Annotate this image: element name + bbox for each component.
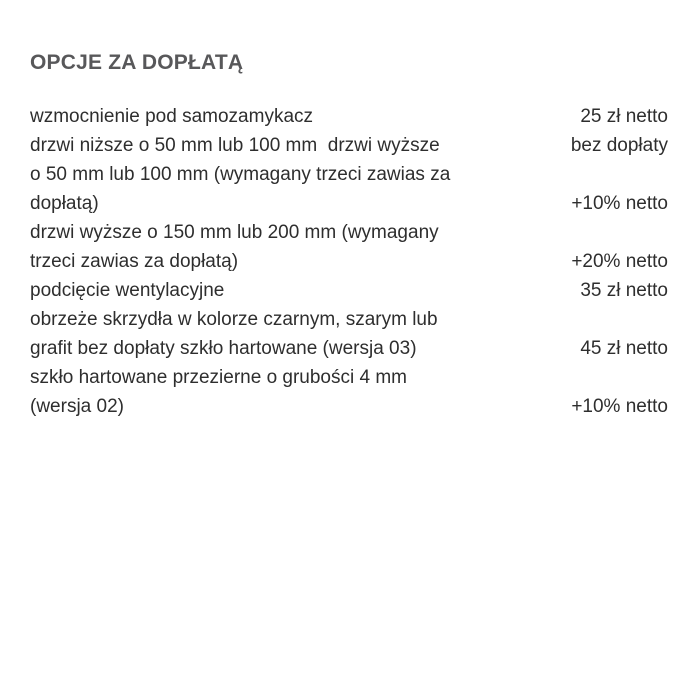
price-list-row <box>30 334 668 363</box>
option-text: drzwi wyższe o 150 mm lub 200 mm (wymagany <box>30 222 439 243</box>
surcharge-price-list <box>30 102 668 421</box>
option-text: grafit bez dopłaty szkło hartowane (wersja 03) <box>30 338 417 359</box>
option-price: 35 zł netto <box>580 280 668 301</box>
price-list-row <box>30 131 668 160</box>
option-text: drzwi niższe o 50 mm lub 100 mm drzwi wyższe <box>30 135 440 156</box>
page-title: OPCJE ZA DOPŁATĄ <box>30 51 244 74</box>
price-list-row <box>30 276 668 305</box>
price-list-row <box>30 218 668 247</box>
option-text: (wersja 02) <box>30 396 124 417</box>
option-price: 25 zł netto <box>580 106 668 127</box>
price-list-row <box>30 363 668 392</box>
price-list-row <box>30 392 668 421</box>
price-list-row <box>30 102 668 131</box>
option-price: bez dopłaty <box>570 135 668 156</box>
option-price: 45 zł netto <box>580 338 668 359</box>
price-list-row <box>30 247 668 276</box>
price-list-row <box>30 160 668 189</box>
option-text: trzeci zawias za dopłatą) <box>30 251 239 272</box>
option-price: +10% netto <box>571 396 668 417</box>
option-price: +10% netto <box>571 193 668 214</box>
price-list-row <box>30 189 668 218</box>
option-text: podcięcie wentylacyjne <box>30 280 225 301</box>
option-text: wzmocnienie pod samozamykacz <box>30 106 314 127</box>
price-list-row <box>30 305 668 334</box>
option-text: o 50 mm lub 100 mm (wymagany trzeci zawias za <box>30 164 451 185</box>
option-text: dopłatą) <box>30 193 99 214</box>
option-text: szkło hartowane przezierne o grubości 4 mm <box>30 367 408 388</box>
option-text: obrzeże skrzydła w kolorze czarnym, szarym lub <box>30 309 438 330</box>
option-price: +20% netto <box>571 251 668 272</box>
